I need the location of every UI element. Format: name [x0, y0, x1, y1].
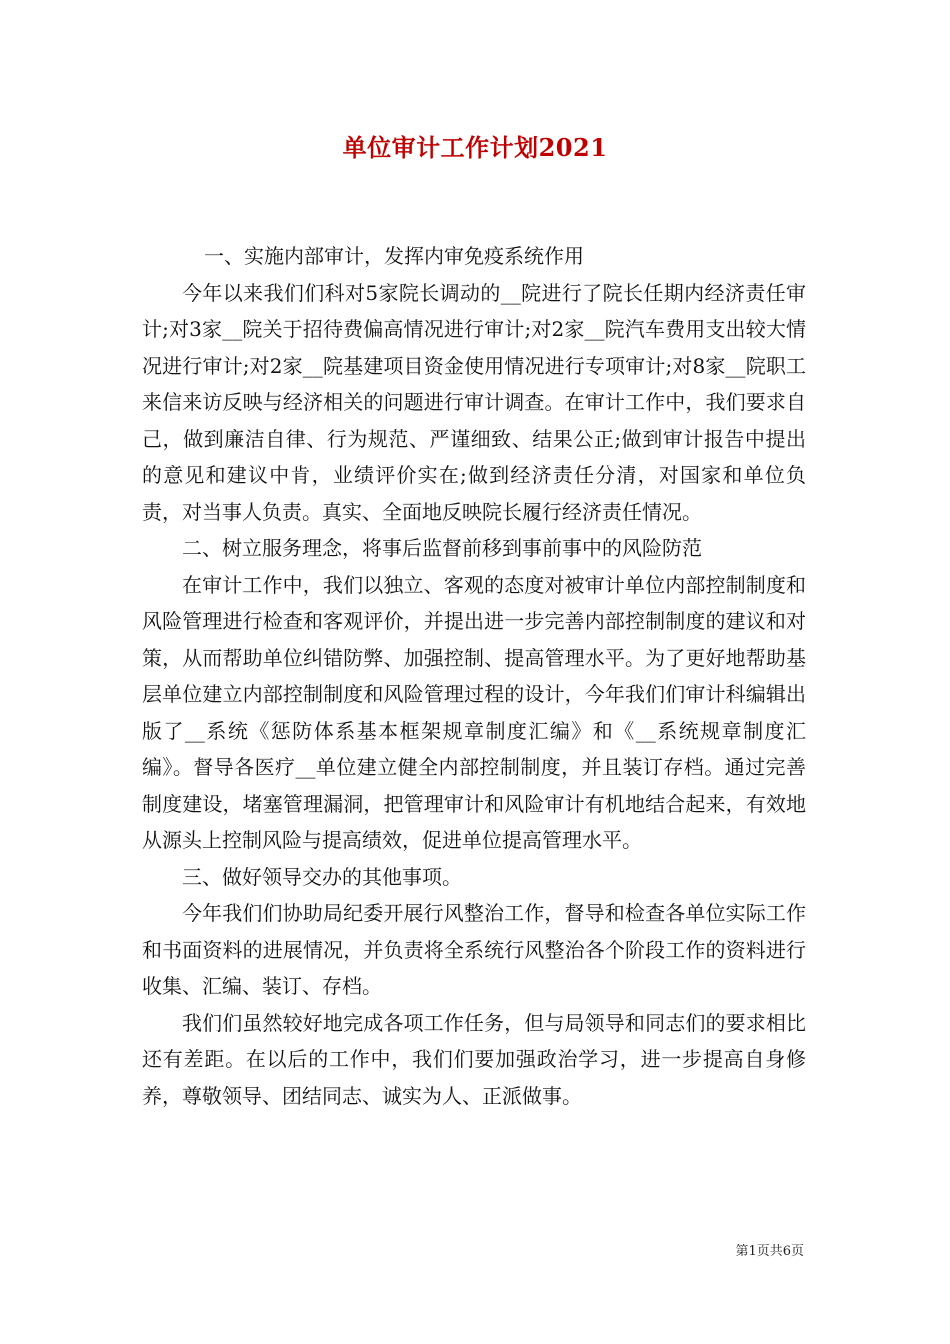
document-title: 单位审计工作计划2021 — [342, 133, 608, 162]
page-number-label: 第1页共6页 — [735, 1244, 804, 1259]
section-heading-3: 三、做好领导交办的其他事项。 — [182, 864, 462, 889]
section-heading-2: 二、树立服务理念，将事后监督前移到事前事中的风险防范 — [182, 536, 702, 560]
document-body — [142, 238, 806, 1114]
section-heading-1: 一、实施内部审计，发挥内审免疫系统作用 — [204, 244, 584, 268]
paragraph-1: 今年以来我们们科对5家院长调动的__院进行了院长任期内经济责任审计;对3家__院关于招待费偏高情况进行审计;对2家__院汽车费用支出较大情况进行审计;对2家__院基建项目资金使用情况进行专项审计;对8家__院职工来信来访反映与经济相关的问题进行审计调查。在审计工作中，我们要求自己，做到廉洁自律、行为规范、严谨细致、结果公正;做到审计报告中提出的意见和建议中肯，业绩评价实在;做到经济责任分清，对国家和单位负责，对当事人负责。真实、全面地反映院长履行经济责任情况。 — [142, 280, 806, 524]
paragraph-3: 今年我们们协助局纪委开展行风整治工作，督导和检查各单位实际工作和书面资料的进展情况，并负责将全系统行风整治各个阶段工作的资料进行收集、汇编、装订、存档。 — [142, 901, 806, 998]
paragraph-4: 我们们虽然较好地完成各项工作任务，但与局领导和同志们的要求相比还有差距。在以后的工作中，我们们要加强政治学习，进一步提高自身修养，尊敬领导、团结同志、诚实为人、正派做事。 — [142, 1010, 806, 1108]
page-footer — [735, 1242, 804, 1262]
paragraph-2: 在审计工作中，我们以独立、客观的态度对被审计单位内部控制制度和风险管理进行检查和客观评价，并提出进一步完善内部控制制度的建议和对策，从而帮助单位纠错防弊、加强控制、提高管理水平。为了更好地帮助基层单位建立内部控制制度和风险管理过程的设计，今年我们们审计科编辑出版了__系统《惩防体系基本框架规章制度汇编》和《__系统规章制度汇编》。督导各医疗__单位建立健全内部控制制度，并且装订存档。通过完善制度建设，堵塞管理漏洞，把管理审计和风险审计有机地结合起来，有效地从源头上控制风险与提高绩效，促进单位提高管理水平。 — [142, 572, 806, 852]
